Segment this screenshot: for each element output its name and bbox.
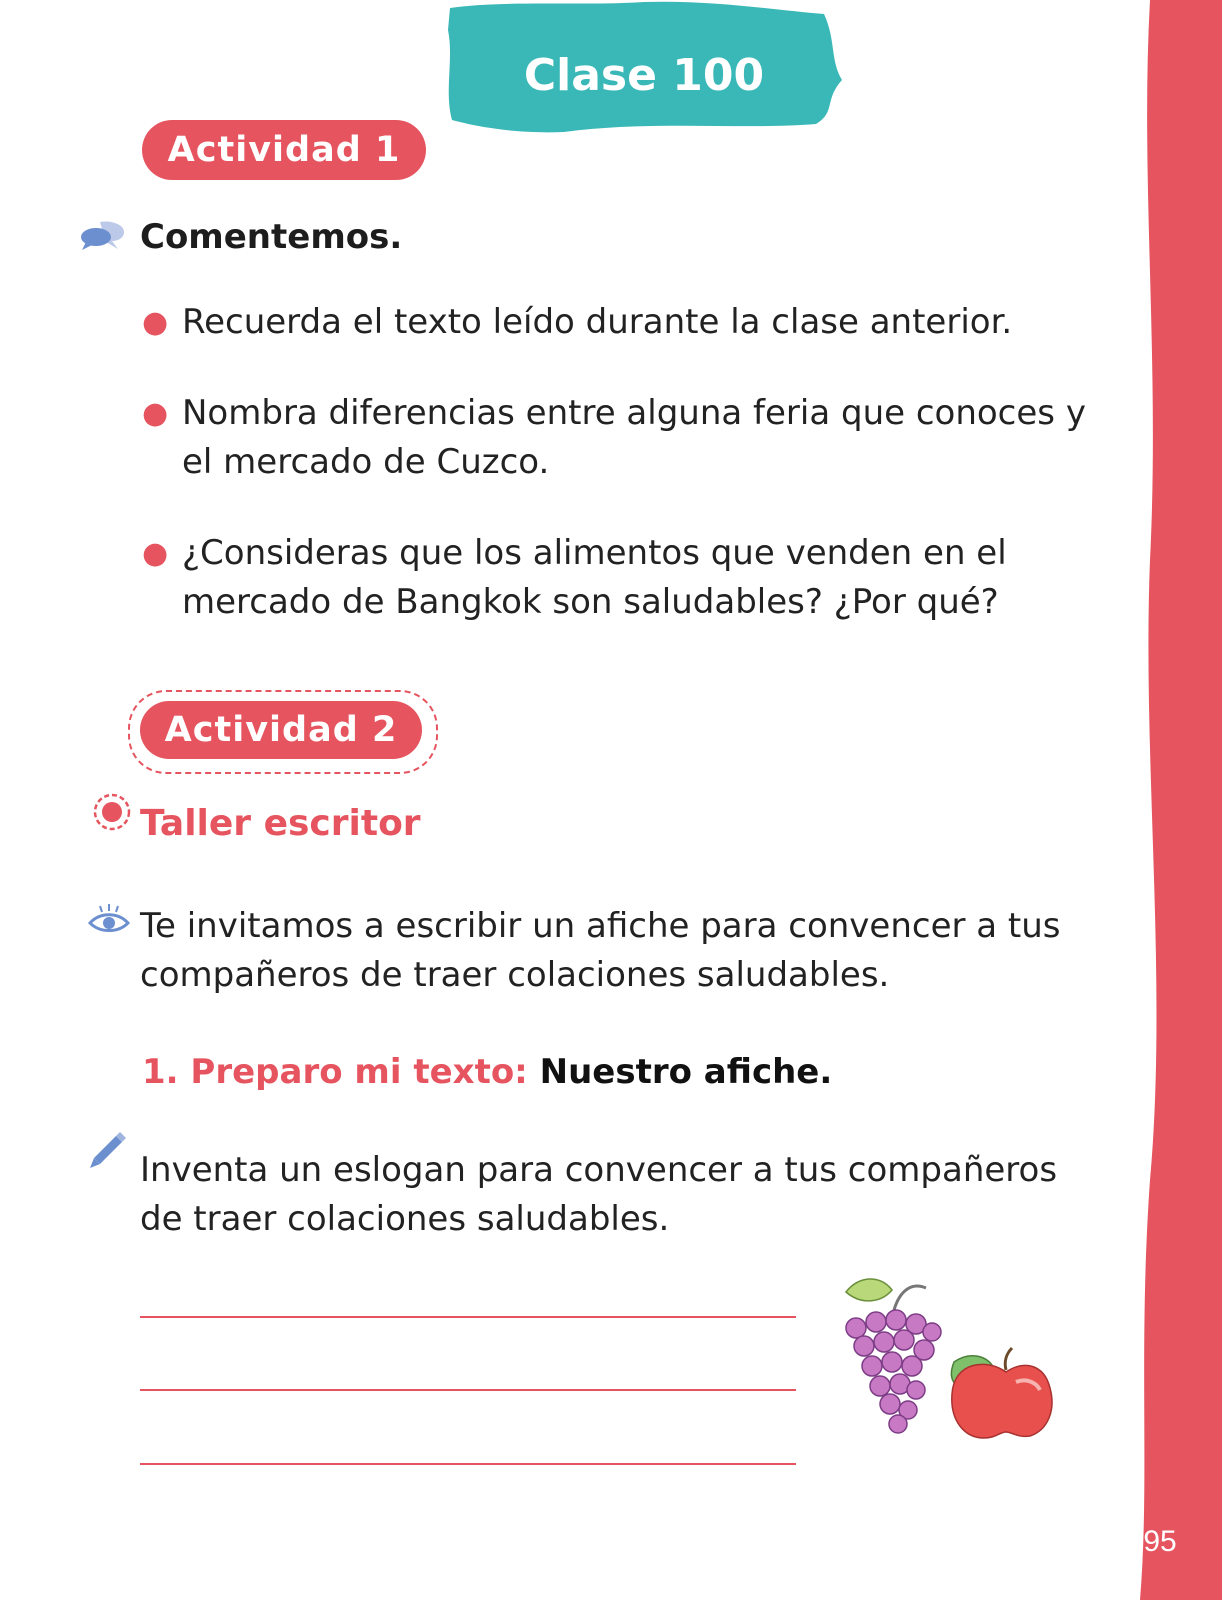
list-item: ● Nombra diferencias entre alguna feria que conoces y el mercado de Cuzco. <box>140 389 1100 487</box>
list-item: ● Recuerda el texto leído durante la clase anterior. <box>140 298 1100 347</box>
step-value: Nuestro afiche. <box>539 1052 833 1092</box>
pencil-icon <box>86 1126 130 1174</box>
activity-1-label: Actividad 1 <box>142 120 426 180</box>
fruit-illustration <box>836 1270 1076 1470</box>
discussion-list <box>140 298 1100 669</box>
eye-icon <box>88 904 130 938</box>
answer-line[interactable] <box>140 1389 796 1391</box>
activity-2-intro: Te invitamos a escribir un afiche para convencer a tus compañeros de traer colaciones saludables. <box>140 906 1061 995</box>
class-banner <box>444 0 844 136</box>
speech-bubbles-icon <box>80 218 128 258</box>
step-label: 1. Preparo mi texto: <box>142 1052 528 1092</box>
bullet-dot: ● <box>142 305 169 340</box>
slogan-instruction: Inventa un eslogan para convencer a tus compañeros de traer colaciones saludables. <box>140 1150 1058 1239</box>
section-title-taller: Taller escritor <box>140 803 421 844</box>
class-title: Clase 100 <box>523 50 765 101</box>
bullet-dot: ● <box>142 536 169 571</box>
answer-line[interactable] <box>140 1316 796 1318</box>
answer-line[interactable] <box>140 1463 796 1465</box>
target-icon <box>92 792 132 836</box>
bullet-dot: ● <box>142 396 169 431</box>
page-number: 95 <box>1143 1525 1177 1558</box>
apple-illustration <box>951 1348 1051 1438</box>
list-item: ● ¿Consideras que los alimentos que venden en el mercado de Bangkok son saludables? ¿Por qué? <box>140 529 1100 627</box>
activity-2-label: Actividad 2 <box>140 701 422 759</box>
activity-1-heading: Comentemos. <box>140 217 403 257</box>
step-heading <box>142 1052 832 1092</box>
grapes-illustration <box>846 1279 941 1433</box>
